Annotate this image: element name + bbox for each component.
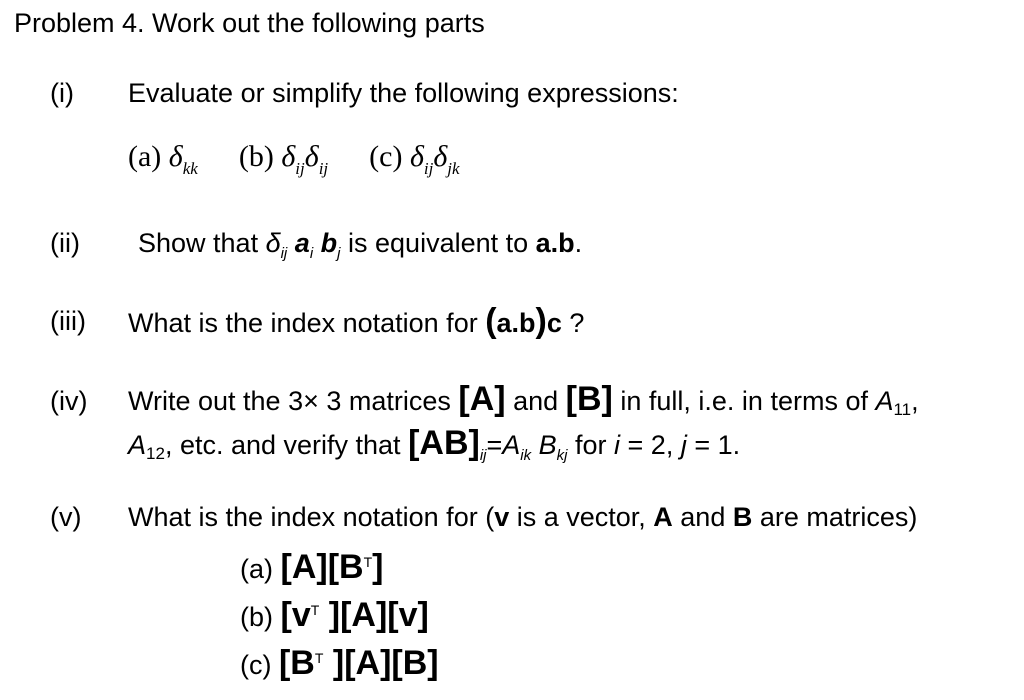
matrix-B: [B] — [565, 380, 613, 418]
expr-c-label: (c) — [369, 140, 403, 173]
delta-symbol: δ — [304, 140, 319, 173]
subscript: j — [337, 245, 341, 262]
subscript: kj — [556, 447, 568, 464]
matrix-element: A — [875, 386, 894, 416]
subscript: ij — [295, 159, 305, 178]
delta-symbol: δ — [433, 140, 448, 173]
matrix-A: [A] — [458, 380, 506, 418]
part-i-text: Evaluate or simplify the following expressions: — [128, 78, 679, 108]
matrix-A: [A] — [280, 548, 328, 586]
bracket: ] — [372, 548, 384, 586]
matrix-B: [B — [278, 644, 315, 682]
dot-product: a.b — [496, 308, 536, 338]
index-j: j — [680, 430, 687, 460]
text-run: = — [486, 430, 503, 460]
part-v-text — [128, 502, 917, 533]
text-run: = 1. — [686, 430, 741, 460]
text-run: Write out the 3× 3 matrices — [128, 386, 459, 416]
subscript: 12 — [146, 444, 165, 463]
matrix-B: [B — [327, 548, 364, 586]
vector-b: b — [320, 228, 338, 258]
text-run: , etc. and verify that — [164, 430, 409, 460]
dot-product: a.b — [535, 228, 575, 258]
text-run: for — [567, 430, 615, 460]
part-v-item-a — [240, 548, 383, 587]
subscript: jk — [447, 159, 460, 178]
vector-v: [v] — [387, 596, 429, 634]
delta-symbol: δ — [281, 140, 296, 173]
paren: ) — [535, 302, 547, 340]
matrix-A: A — [653, 502, 673, 532]
transpose-superscript: T — [310, 602, 320, 618]
text-run: is equivalent to — [340, 228, 536, 258]
part-iii-number: (iii) — [50, 306, 86, 336]
text-run: are matrices) — [752, 502, 918, 532]
part-v-item-b — [240, 596, 429, 635]
bracket: ] — [319, 596, 341, 634]
paren: ( — [485, 302, 497, 340]
text-run: . — [574, 228, 583, 258]
delta-symbol: δ — [409, 140, 424, 173]
part-iii-text — [128, 302, 584, 341]
item-label: (a) — [240, 554, 281, 584]
subscript: kk — [182, 159, 198, 178]
text-run: ? — [561, 308, 585, 338]
bracket: ] — [323, 644, 345, 682]
item-label: (c) — [240, 650, 279, 680]
transpose-superscript: T — [363, 554, 373, 570]
part-iv-number: (iv) — [50, 386, 88, 416]
subscript: ij — [479, 447, 487, 464]
matrix-product: [AB] — [408, 424, 480, 462]
subscript: ik — [520, 447, 532, 464]
subscript: ij — [318, 159, 329, 178]
part-v-number: (v) — [50, 502, 82, 532]
text-run: = 2, — [620, 430, 681, 460]
text-run: and — [505, 386, 566, 416]
part-iv-line1 — [128, 380, 919, 419]
problem-title: Problem 4. Work out the following parts — [14, 8, 485, 38]
expr-a-label: (a) — [128, 140, 162, 173]
matrix-A: [A] — [340, 596, 388, 634]
transpose-superscript: T — [314, 650, 324, 666]
matrix-element: A — [502, 430, 521, 460]
subscript: ij — [280, 245, 288, 262]
delta-symbol: δ — [168, 140, 183, 173]
part-v-item-c — [240, 644, 439, 683]
part-i-expressions — [128, 140, 460, 178]
expr-b-label: (b) — [238, 140, 274, 173]
part-iv-line2 — [128, 424, 740, 463]
text-run: in full, i.e. in terms of — [612, 386, 876, 416]
vector-c: c — [546, 308, 562, 338]
text-run: and — [672, 502, 733, 532]
subscript: 11 — [893, 400, 912, 419]
text-run: What is the index notation for ( — [128, 502, 495, 532]
part-i-number: (i) — [50, 78, 74, 108]
text-run: , — [911, 386, 919, 416]
subscript: ij — [423, 159, 434, 178]
matrix-element: B — [538, 430, 557, 460]
vector-v: v — [494, 502, 510, 532]
matrix-B: B — [732, 502, 753, 532]
index-i: i — [614, 430, 621, 460]
item-label: (b) — [240, 602, 281, 632]
matrix-A: [A] — [344, 644, 392, 682]
text-run: What is the index notation for — [128, 308, 486, 338]
part-ii-number: (ii) — [50, 228, 80, 258]
text-run: is a vector, — [509, 502, 654, 532]
matrix-B: [B] — [391, 644, 439, 682]
subscript: i — [309, 245, 314, 262]
vector-a: a — [294, 228, 310, 258]
part-ii-text — [138, 228, 583, 262]
vector-v: [v — [280, 596, 311, 634]
text-run: Show that — [138, 228, 266, 258]
delta-symbol: δ — [265, 228, 281, 258]
matrix-element: A — [128, 430, 147, 460]
